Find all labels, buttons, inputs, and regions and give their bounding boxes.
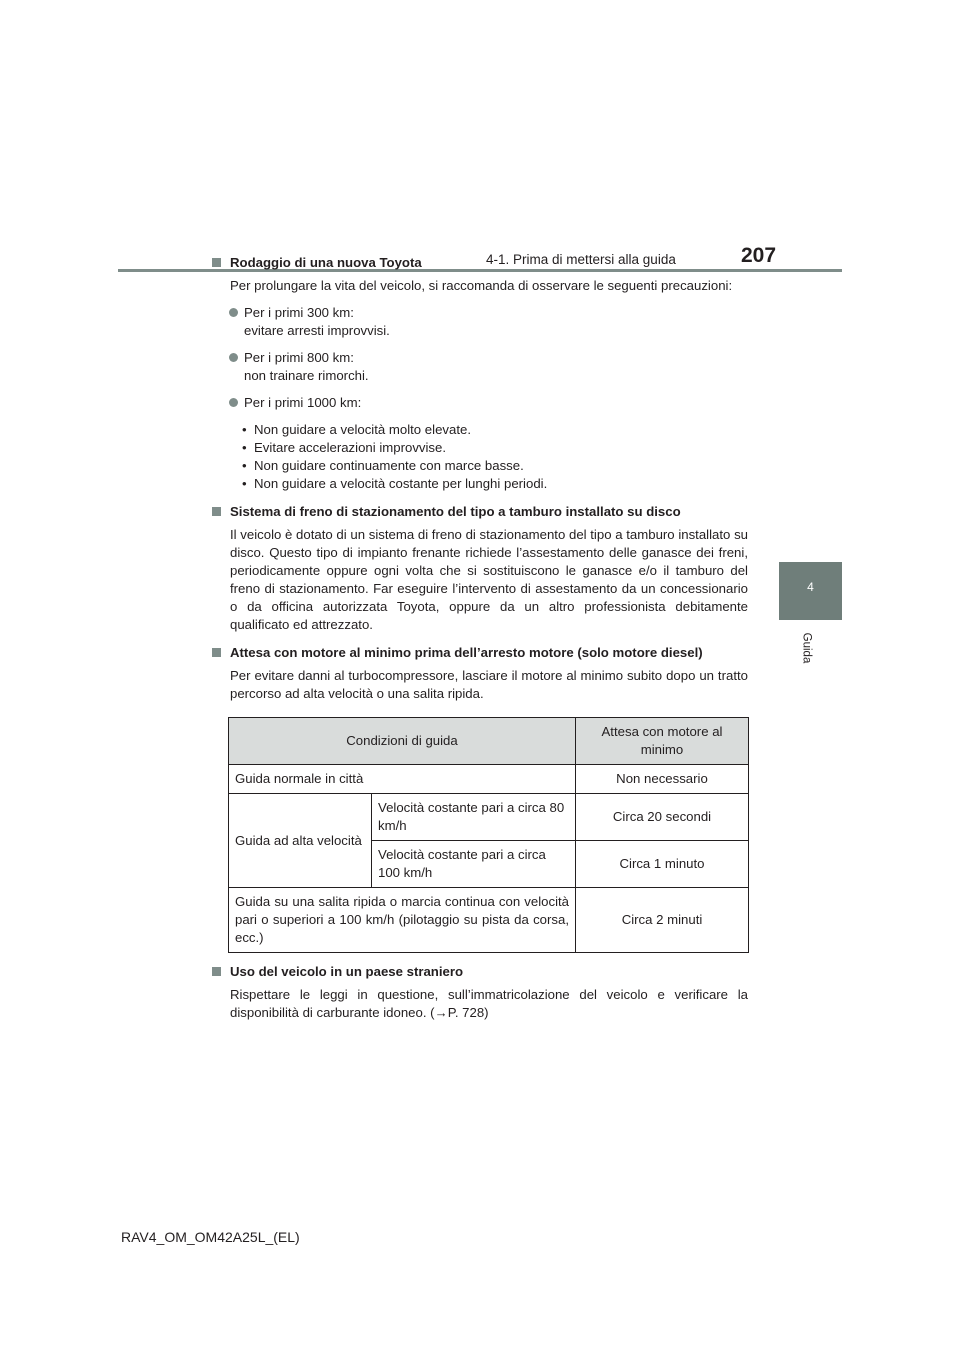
freno-text: Il veicolo è dotato di un sistema di freno di stazionamento del tipo a tamburo installato su disco. Questo tipo di impianto frenante richiede l’assestamento delle ganasce dei freni, periodicamente oppure ogni volta che si sostituiscono le ganasce e/o il tamburo del freno di stazionamento. Far eseguire l’intervento di assestamento da un concessionario o da officina autorizzata Toyota, oppure da un altro professionista debitamente qualificato ed attrezzato. <box>230 527 748 632</box>
chapter-number: 4 <box>807 580 814 594</box>
estero-text: Rispettare le leggi in questione, sull’immatricolazione del veicolo e verificare la disponibilità di carburante idoneo. (→P. 728) <box>230 987 748 1020</box>
table-cell: Circa 1 minuto <box>576 841 749 888</box>
section-title: 4-1. Prima di mettersi alla guida <box>486 252 676 267</box>
table-cell: Guida normale in città <box>229 765 576 794</box>
idle-conditions-table <box>228 717 749 953</box>
sub-list-item: • Non guidare a velocità molto elevate. <box>242 421 748 439</box>
sub-list-item: • Non guidare a velocità costante per lunghi periodi. <box>242 475 748 493</box>
rodaggio-intro: Per prolungare la vita del veicolo, si raccomanda di osservare le seguenti precauzioni: <box>230 278 733 293</box>
square-bullet-icon <box>212 507 221 516</box>
round-bullet-icon <box>229 353 238 362</box>
square-bullet-icon <box>212 648 221 657</box>
heading-freno: Sistema di freno di stazionamento del tipo a tamburo installato su disco <box>212 503 748 521</box>
bullet-item: Per i primi 800 km: non trainare rimorchi. <box>212 349 748 385</box>
table-row <box>229 765 749 794</box>
bullet-item: Per i primi 1000 km: <box>212 394 748 412</box>
heading-rodaggio: Rodaggio di una nuova Toyota <box>212 254 748 272</box>
table-header-row <box>229 718 749 765</box>
table-cell: Velocità costante pari a circa 100 km/h <box>372 841 576 888</box>
table-cell: Velocità costante pari a circa 80 km/h <box>372 794 576 841</box>
bullet-item: Per i primi 300 km: evitare arresti improvvisi. <box>212 304 748 340</box>
chapter-tab <box>779 562 842 620</box>
table-cell: Guida su una salita ripida o marcia continua con velocità pari o superiori a 100 km/h (pilotaggio su pista da corsa, ecc.) <box>229 888 576 953</box>
table-cell: Circa 20 secondi <box>576 794 749 841</box>
heading-attesa: Attesa con motore al minimo prima dell’arresto motore (solo motore diesel) <box>212 644 748 662</box>
document-code: RAV4_OM_OM42A25L_(EL) <box>121 1229 300 1245</box>
page-number: 207 <box>741 244 777 267</box>
round-bullet-icon <box>229 308 238 317</box>
heading-estero: Uso del veicolo in un paese straniero <box>212 963 748 981</box>
main-content <box>212 254 748 1022</box>
square-bullet-icon <box>212 258 221 267</box>
attesa-text: Per evitare danni al turbocompressore, lasciare il motore al minimo subito dopo un tratto percorso ad alta velocità o una salita ripida. <box>230 668 748 701</box>
table-row <box>229 794 749 841</box>
table-header-cell: Attesa con motore al minimo <box>576 718 749 765</box>
sub-list-item: • Evitare accelerazioni improvvise. <box>242 439 748 457</box>
table-cell: Circa 2 minuti <box>576 888 749 953</box>
square-bullet-icon <box>212 967 221 976</box>
sub-list <box>212 421 748 493</box>
table-header-cell: Condizioni di guida <box>229 718 576 765</box>
table-row <box>229 888 749 953</box>
table-cell: Guida ad alta velocità <box>229 794 372 888</box>
table-cell: Non necessario <box>576 765 749 794</box>
sub-list-item: • Non guidare continuamente con marce basse. <box>242 457 748 475</box>
chapter-label-text: Guida <box>800 632 813 664</box>
round-bullet-icon <box>229 398 238 407</box>
chapter-label <box>800 630 818 670</box>
